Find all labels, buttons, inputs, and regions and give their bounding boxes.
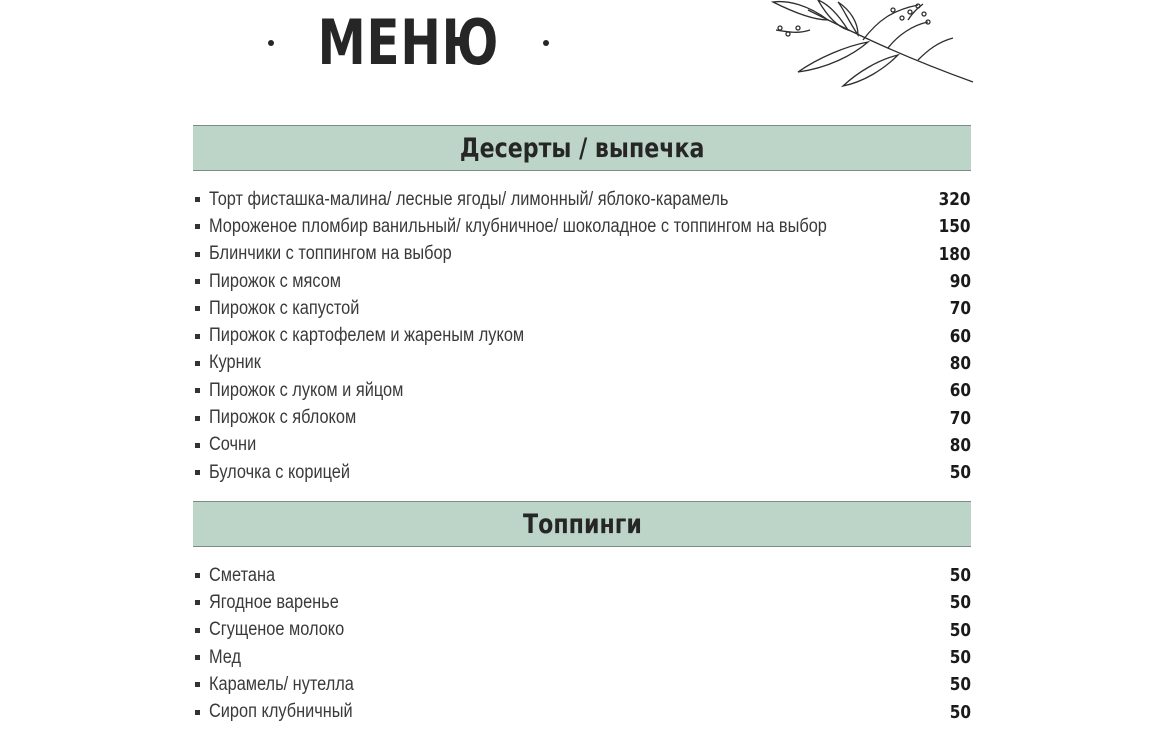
item-name: Карамель/ нутелла: [209, 673, 354, 695]
bullet-icon: [195, 682, 200, 687]
menu-item: [195, 562, 971, 589]
item-price: 60: [949, 380, 971, 402]
item-name: Пирожок с луком и яйцом: [209, 379, 404, 401]
item-price: 70: [949, 298, 971, 320]
menu-item: [195, 241, 971, 268]
item-price: 80: [949, 352, 971, 374]
item-price: 50: [949, 674, 971, 696]
bullet-icon: [195, 600, 200, 605]
item-price: 50: [949, 701, 971, 723]
bullet-icon: [195, 252, 200, 257]
item-name: Сироп клубничный: [209, 701, 353, 723]
item-price: 90: [949, 271, 971, 293]
item-price: 60: [949, 325, 971, 347]
bullet-icon: [195, 361, 200, 366]
item-name: Курник: [209, 352, 261, 374]
leafy-branch-illustration: [768, 0, 978, 90]
menu-item: [195, 322, 971, 349]
item-price: 180: [939, 243, 971, 265]
item-price: 50: [949, 647, 971, 669]
item-name: Пирожок с картофелем и жареным луком: [209, 325, 525, 347]
item-name: Торт фисташка-малина/ лесные ягоды/ лимонный/ яблоко-карамель: [209, 188, 729, 210]
item-price: 50: [949, 565, 971, 587]
menu-item: [195, 459, 971, 486]
menu-item: [195, 617, 971, 644]
menu-item: [195, 186, 971, 213]
bullet-icon: [195, 573, 200, 578]
bullet-icon: [195, 416, 200, 421]
toppings-list: [195, 562, 971, 726]
menu-item: [195, 213, 971, 240]
item-price: 50: [949, 619, 971, 641]
item-name: Сметана: [209, 564, 276, 586]
menu-item: [195, 295, 971, 322]
item-price: 320: [939, 189, 971, 211]
menu-item: [195, 432, 971, 459]
item-price: 70: [949, 407, 971, 429]
page-title: МЕНЮ: [317, 6, 500, 79]
menu-item: [195, 404, 971, 431]
menu-item: [195, 671, 971, 698]
item-name: Пирожок с капустой: [209, 297, 360, 319]
bullet-icon: [195, 306, 200, 311]
section-title: Десерты / выпечка: [459, 132, 705, 164]
bullet-icon: [195, 655, 200, 660]
menu-item: [195, 589, 971, 616]
item-name: Блинчики с топпингом на выбор: [209, 243, 452, 265]
section-header-toppings: [193, 501, 971, 547]
bullet-icon: [195, 279, 200, 284]
bullet-icon: [195, 197, 200, 202]
bullet-icon: [195, 443, 200, 448]
item-price: 50: [949, 592, 971, 614]
section-header-desserts: [193, 125, 971, 171]
menu-item: [195, 268, 971, 295]
menu-item: [195, 350, 971, 377]
bullet-icon: [195, 710, 200, 715]
desserts-list: [195, 186, 971, 486]
menu-item: [195, 644, 971, 671]
title-dot-left: [268, 40, 274, 46]
item-name: Сочни: [209, 434, 257, 456]
bullet-icon: [195, 224, 200, 229]
item-name: Мед: [209, 646, 242, 668]
item-price: 150: [939, 216, 971, 238]
item-name: Мороженое пломбир ванильный/ клубничное/ шоколадное с топпингом на выбор: [209, 215, 827, 237]
section-title: Топпинги: [522, 508, 642, 540]
item-name: Пирожок с мясом: [209, 270, 342, 292]
item-price: 50: [949, 462, 971, 484]
bullet-icon: [195, 388, 200, 393]
item-name: Булочка с корицей: [209, 461, 351, 483]
bullet-icon: [195, 334, 200, 339]
item-name: Сгущеное молоко: [209, 619, 345, 641]
item-price: 80: [949, 434, 971, 456]
title-dot-right: [543, 40, 549, 46]
item-name: Ягодное варенье: [209, 591, 339, 613]
item-name: Пирожок с яблоком: [209, 407, 357, 429]
menu-item: [195, 377, 971, 404]
bullet-icon: [195, 470, 200, 475]
menu-item: [195, 698, 971, 725]
menu-title-block: [268, 6, 549, 80]
bullet-icon: [195, 628, 200, 633]
